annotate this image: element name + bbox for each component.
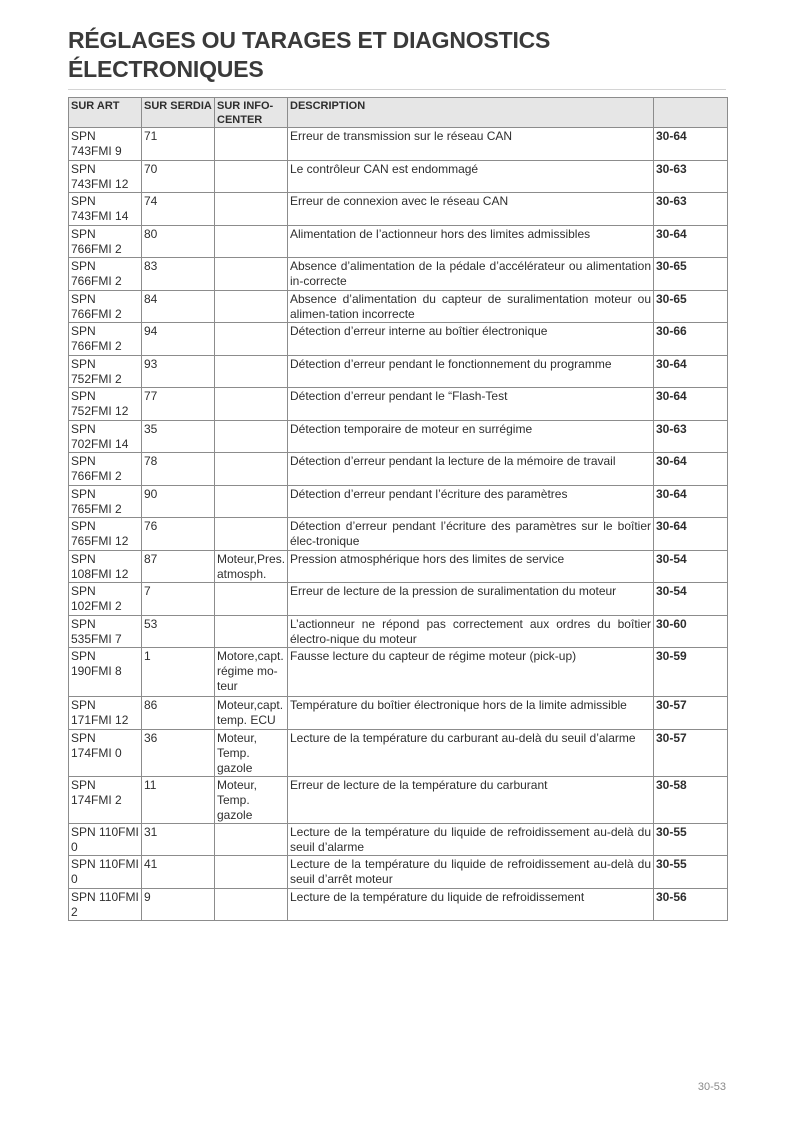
serdia-cell: 53	[142, 615, 215, 648]
table-row	[69, 485, 728, 518]
table-row	[69, 697, 728, 730]
table-row	[69, 160, 728, 193]
table-row	[69, 225, 728, 258]
art-cell: SPN 743FMI 12	[69, 160, 142, 193]
table-row	[69, 128, 728, 161]
reference-cell: 30-64	[654, 128, 728, 161]
table-header-row	[69, 98, 728, 128]
description-cell: Détection d’erreur pendant la lecture de la mémoire de travail	[288, 453, 654, 486]
art-cell: SPN 102FMI 2	[69, 583, 142, 616]
reference-cell: 30-57	[654, 729, 728, 776]
reference-cell: 30-65	[654, 258, 728, 291]
serdia-cell: 41	[142, 856, 215, 889]
serdia-cell: 86	[142, 697, 215, 730]
description-cell: Détection d’erreur pendant l’écriture des paramètres	[288, 485, 654, 518]
table-row	[69, 453, 728, 486]
serdia-cell: 77	[142, 388, 215, 421]
reference-cell: 30-65	[654, 290, 728, 323]
table-row	[69, 648, 728, 697]
info-cell	[215, 290, 288, 323]
serdia-cell: 80	[142, 225, 215, 258]
serdia-cell: 31	[142, 823, 215, 856]
info-cell: Motore,capt. régime mo-teur	[215, 648, 288, 697]
art-cell: SPN 766FMI 2	[69, 453, 142, 486]
serdia-cell: 90	[142, 485, 215, 518]
page-title-line-2: ÉLECTRONIQUES	[68, 56, 264, 82]
description-cell: Détection d’erreur pendant le “Flash-Test	[288, 388, 654, 421]
table-body	[69, 128, 728, 921]
info-cell	[215, 388, 288, 421]
table-row	[69, 583, 728, 616]
serdia-cell: 9	[142, 888, 215, 921]
table-row	[69, 420, 728, 453]
serdia-cell: 11	[142, 776, 215, 823]
description-cell: Absence d’alimentation du capteur de suralimentation moteur ou alimen-tation incorrecte	[288, 290, 654, 323]
reference-cell: 30-57	[654, 697, 728, 730]
reference-cell: 30-64	[654, 388, 728, 421]
table-row	[69, 550, 728, 583]
description-cell: Lecture de la température du carburant au-delà du seuil d’alarme	[288, 729, 654, 776]
art-cell: SPN 190FMI 8	[69, 648, 142, 697]
reference-cell: 30-64	[654, 485, 728, 518]
table-row	[69, 888, 728, 921]
table-row	[69, 258, 728, 291]
reference-cell: 30-54	[654, 583, 728, 616]
info-cell	[215, 355, 288, 388]
serdia-cell: 74	[142, 193, 215, 226]
table-row	[69, 193, 728, 226]
reference-cell: 30-64	[654, 518, 728, 551]
reference-cell: 30-55	[654, 823, 728, 856]
info-cell	[215, 420, 288, 453]
serdia-cell: 70	[142, 160, 215, 193]
header-sur-info-center: SUR INFO-CENTER	[215, 98, 288, 128]
table-row	[69, 355, 728, 388]
description-cell: Erreur de connexion avec le réseau CAN	[288, 193, 654, 226]
description-cell: Erreur de lecture de la température du carburant	[288, 776, 654, 823]
description-cell: Température du boîtier électronique hors de la limite admissible	[288, 697, 654, 730]
info-cell	[215, 225, 288, 258]
description-cell: Lecture de la température du liquide de refroidissement au-delà du seuil d’arrêt moteur	[288, 856, 654, 889]
art-cell: SPN 766FMI 2	[69, 290, 142, 323]
description-cell: Détection d’erreur pendant l’écriture des paramètres sur le boîtier élec-tronique	[288, 518, 654, 551]
description-cell: Lecture de la température du liquide de refroidissement au-delà du seuil d’alarme	[288, 823, 654, 856]
reference-cell: 30-64	[654, 453, 728, 486]
serdia-cell: 78	[142, 453, 215, 486]
serdia-cell: 7	[142, 583, 215, 616]
reference-cell: 30-63	[654, 193, 728, 226]
description-cell: Alimentation de l’actionneur hors des limites admissibles	[288, 225, 654, 258]
reference-cell: 30-55	[654, 856, 728, 889]
info-cell: Moteur, Temp. gazole	[215, 729, 288, 776]
info-cell	[215, 583, 288, 616]
info-cell	[215, 160, 288, 193]
serdia-cell: 93	[142, 355, 215, 388]
reference-cell: 30-63	[654, 420, 728, 453]
art-cell: SPN 766FMI 2	[69, 323, 142, 356]
info-cell	[215, 856, 288, 889]
art-cell: SPN 535FMI 7	[69, 615, 142, 648]
art-cell: SPN 765FMI 2	[69, 485, 142, 518]
art-cell: SPN 752FMI 2	[69, 355, 142, 388]
reference-cell: 30-58	[654, 776, 728, 823]
art-cell: SPN 174FMI 0	[69, 729, 142, 776]
reference-cell: 30-64	[654, 355, 728, 388]
art-cell: SPN 174FMI 2	[69, 776, 142, 823]
description-cell: Le contrôleur CAN est endommagé	[288, 160, 654, 193]
header-sur-art: SUR ART	[69, 98, 142, 128]
description-cell: Détection temporaire de moteur en surrégime	[288, 420, 654, 453]
title-divider	[68, 89, 726, 90]
reference-cell: 30-60	[654, 615, 728, 648]
info-cell	[215, 453, 288, 486]
serdia-cell: 83	[142, 258, 215, 291]
info-cell	[215, 258, 288, 291]
table-row	[69, 323, 728, 356]
serdia-cell: 76	[142, 518, 215, 551]
art-cell: SPN 743FMI 14	[69, 193, 142, 226]
art-cell: SPN 110FMI 2	[69, 888, 142, 921]
serdia-cell: 87	[142, 550, 215, 583]
info-cell	[215, 485, 288, 518]
description-cell: Erreur de transmission sur le réseau CAN	[288, 128, 654, 161]
table-row	[69, 290, 728, 323]
diagnostic-codes-table	[68, 97, 728, 921]
header-reference	[654, 98, 728, 128]
info-cell	[215, 888, 288, 921]
info-cell	[215, 128, 288, 161]
table-row	[69, 388, 728, 421]
header-sur-serdia: SUR SERDIA	[142, 98, 215, 128]
serdia-cell: 36	[142, 729, 215, 776]
page-title-line-1: RÉGLAGES OU TARAGES ET DIAGNOSTICS	[68, 27, 551, 53]
info-cell	[215, 323, 288, 356]
table-row	[69, 615, 728, 648]
table-row	[69, 856, 728, 889]
art-cell: SPN 110FMI 0	[69, 856, 142, 889]
reference-cell: 30-66	[654, 323, 728, 356]
serdia-cell: 71	[142, 128, 215, 161]
header-description: DESCRIPTION	[288, 98, 654, 128]
description-cell: Pression atmosphérique hors des limites de service	[288, 550, 654, 583]
info-cell	[215, 193, 288, 226]
art-cell: SPN 702FMI 14	[69, 420, 142, 453]
serdia-cell: 84	[142, 290, 215, 323]
art-cell: SPN 766FMI 2	[69, 225, 142, 258]
art-cell: SPN 108FMI 12	[69, 550, 142, 583]
art-cell: SPN 110FMI 0	[69, 823, 142, 856]
info-cell	[215, 615, 288, 648]
serdia-cell: 1	[142, 648, 215, 697]
page-title	[68, 26, 728, 84]
description-cell: Détection d’erreur pendant le fonctionnement du programme	[288, 355, 654, 388]
info-cell: Moteur,capt. temp. ECU	[215, 697, 288, 730]
reference-cell: 30-59	[654, 648, 728, 697]
serdia-cell: 94	[142, 323, 215, 356]
info-cell	[215, 518, 288, 551]
info-cell: Moteur, Temp. gazole	[215, 776, 288, 823]
description-cell: Absence d’alimentation de la pédale d’accélérateur ou alimentation in-correcte	[288, 258, 654, 291]
table-row	[69, 776, 728, 823]
description-cell: Erreur de lecture de la pression de suralimentation du moteur	[288, 583, 654, 616]
description-cell: Détection d’erreur interne au boîtier électronique	[288, 323, 654, 356]
serdia-cell: 35	[142, 420, 215, 453]
reference-cell: 30-64	[654, 225, 728, 258]
table-row	[69, 729, 728, 776]
reference-cell: 30-56	[654, 888, 728, 921]
art-cell: SPN 752FMI 12	[69, 388, 142, 421]
art-cell: SPN 766FMI 2	[69, 258, 142, 291]
reference-cell: 30-63	[654, 160, 728, 193]
art-cell: SPN 171FMI 12	[69, 697, 142, 730]
description-cell: Lecture de la température du liquide de refroidissement	[288, 888, 654, 921]
table-row	[69, 823, 728, 856]
art-cell: SPN 765FMI 12	[69, 518, 142, 551]
table-row	[69, 518, 728, 551]
page-number: 30-53	[697, 1081, 726, 1093]
info-cell	[215, 823, 288, 856]
description-cell: L’actionneur ne répond pas correctement aux ordres du boîtier électro-nique du moteur	[288, 615, 654, 648]
description-cell: Fausse lecture du capteur de régime moteur (pick-up)	[288, 648, 654, 697]
reference-cell: 30-54	[654, 550, 728, 583]
info-cell: Moteur,Pres. atmosph.	[215, 550, 288, 583]
art-cell: SPN 743FMI 9	[69, 128, 142, 161]
